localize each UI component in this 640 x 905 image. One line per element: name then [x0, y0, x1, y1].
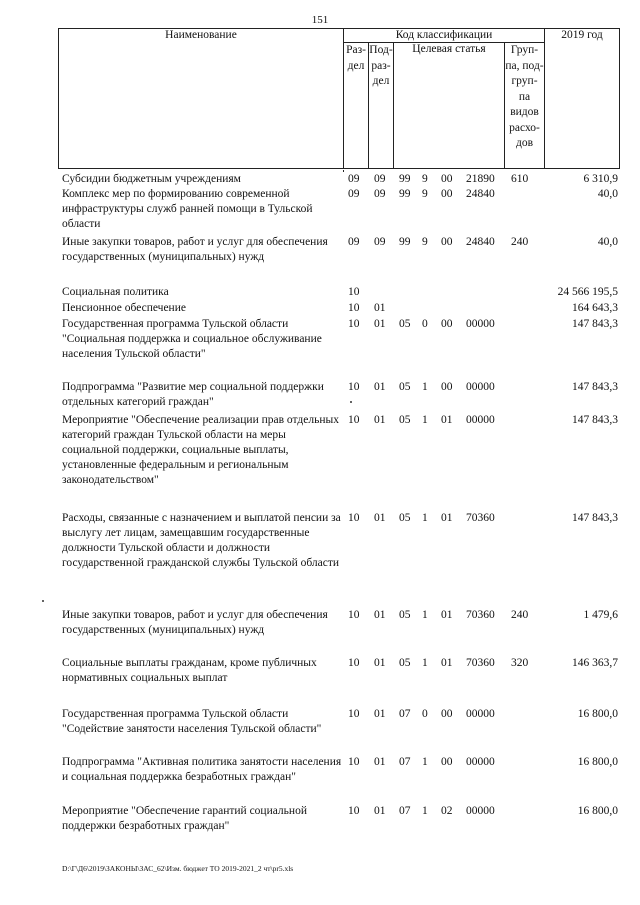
row-sum: 147 843,3: [572, 381, 618, 393]
row-subprogram: 9: [422, 173, 428, 185]
row-sum: 1 479,6: [583, 609, 618, 621]
row-direction: 00000: [466, 414, 495, 426]
row-direction: 00000: [466, 805, 495, 817]
row-program: 05: [399, 609, 411, 621]
row-sum: 40,0: [597, 188, 618, 200]
row-name: Пенсионное обеспечение: [62, 302, 186, 314]
header-celevaya-statya: Целевая статья: [394, 43, 505, 169]
row-sum: 146 363,7: [572, 657, 618, 669]
row-podrazdel: 01: [374, 657, 386, 669]
row-subprogram: 1: [422, 756, 428, 768]
row-subprogram: 1: [422, 381, 428, 393]
row-program: 05: [399, 512, 411, 524]
row-direction: 24840: [466, 236, 495, 248]
row-podrazdel: 01: [374, 609, 386, 621]
row-name: Иные закупки товаров, работ и услуг для обеспечения государственных (муниципальных) нужд: [62, 609, 328, 636]
row-program: 99: [399, 188, 411, 200]
row-group: 610: [511, 173, 529, 185]
row-podrazdel: 09: [374, 236, 386, 248]
row-measure: 00: [441, 188, 453, 200]
row-podrazdel: 01: [374, 414, 386, 426]
page-number: 151: [311, 14, 329, 26]
row-measure: 00: [441, 756, 453, 768]
row-sum: 16 800,0: [577, 805, 618, 817]
row-group: 240: [511, 609, 529, 621]
row-sum: 147 843,3: [572, 414, 618, 426]
row-group: 320: [511, 657, 529, 669]
row-podrazdel: 01: [374, 318, 386, 330]
row-sum: 6 310,9: [583, 173, 618, 185]
row-program: 07: [399, 708, 411, 720]
row-sum: 16 800,0: [577, 756, 618, 768]
row-direction: 00000: [466, 318, 495, 330]
row-direction: 24840: [466, 188, 495, 200]
row-sum: 147 843,3: [572, 512, 618, 524]
row-measure: 00: [441, 318, 453, 330]
row-subprogram: 0: [422, 708, 428, 720]
row-measure: 01: [441, 414, 453, 426]
row-subprogram: 1: [422, 414, 428, 426]
row-program: 05: [399, 318, 411, 330]
row-direction: 00000: [466, 756, 495, 768]
row-program: 05: [399, 657, 411, 669]
row-sum: 164 643,3: [572, 302, 618, 314]
row-program: 05: [399, 414, 411, 426]
row-sum: 40,0: [597, 236, 618, 248]
row-razdel: 10: [348, 286, 360, 298]
file-path-footer: D:\Г\Д6\2019\ЗАКОНЫ\ЗАС_62\Изм. бюджет ТО 2019-2021_2 чт\pr5.xls: [62, 864, 294, 873]
row-measure: 01: [441, 657, 453, 669]
row-subprogram: 9: [422, 236, 428, 248]
scan-speck: [350, 401, 352, 403]
row-razdel: 10: [348, 512, 360, 524]
row-subprogram: 1: [422, 512, 428, 524]
row-podrazdel: 01: [374, 805, 386, 817]
row-razdel: 09: [348, 188, 360, 200]
row-podrazdel: 09: [374, 173, 386, 185]
row-subprogram: 1: [422, 657, 428, 669]
row-sum: 24 566 195,5: [557, 286, 618, 298]
row-program: 99: [399, 236, 411, 248]
row-razdel: 10: [348, 756, 360, 768]
row-direction: 70360: [466, 512, 495, 524]
row-name: Подпрограмма "Активная политика занятости населения и социальная поддержка безработных граждан": [62, 756, 342, 783]
header-razdel: Раз- дел: [344, 43, 369, 169]
row-podrazdel: 01: [374, 381, 386, 393]
row-name: Мероприятие "Обеспечение реализации прав отдельных категорий граждан Тульской области на меры социальной поддержки, социальные выплаты, установленные федеральным и региональным законодательством": [62, 414, 339, 486]
row-measure: 02: [441, 805, 453, 817]
row-program: 07: [399, 756, 411, 768]
row-name: Социальная политика: [62, 286, 169, 298]
row-measure: 01: [441, 609, 453, 621]
row-razdel: 09: [348, 236, 360, 248]
row-podrazdel: 01: [374, 512, 386, 524]
row-program: 05: [399, 381, 411, 393]
row-razdel: 10: [348, 708, 360, 720]
row-direction: 70360: [466, 609, 495, 621]
row-name: Комплекс мер по формированию современной инфраструктуры служб ранней помощи в Тульской области: [62, 188, 313, 230]
row-razdel: 10: [348, 657, 360, 669]
row-razdel: 10: [348, 302, 360, 314]
row-name: Субсидии бюджетным учреждениям: [62, 173, 241, 185]
row-group: 240: [511, 236, 529, 248]
row-sum: 147 843,3: [572, 318, 618, 330]
row-podrazdel: 01: [374, 708, 386, 720]
row-direction: 00000: [466, 708, 495, 720]
scan-speck: [42, 600, 44, 602]
row-direction: 70360: [466, 657, 495, 669]
row-name: Социальные выплаты гражданам, кроме публичных нормативных социальных выплат: [62, 657, 317, 684]
row-measure: 00: [441, 381, 453, 393]
row-razdel: 09: [348, 173, 360, 185]
row-measure: 00: [441, 236, 453, 248]
row-program: 07: [399, 805, 411, 817]
row-podrazdel: 01: [374, 302, 386, 314]
row-program: 99: [399, 173, 411, 185]
header-name: Наименование: [59, 29, 344, 169]
row-name: Расходы, связанные с назначением и выплатой пенсии за выслугу лет лицам, замещавшим государственные должности Тульской области и должности государственной гражданской службы Тульской области: [62, 512, 341, 569]
row-name: Подпрограмма "Развитие мер социальной поддержки отдельных категорий граждан": [62, 381, 324, 408]
row-razdel: 10: [348, 609, 360, 621]
row-measure: 00: [441, 173, 453, 185]
row-subprogram: 9: [422, 188, 428, 200]
header-code-classification: Код классификации: [344, 29, 545, 43]
row-razdel: 10: [348, 318, 360, 330]
row-subprogram: 0: [422, 318, 428, 330]
row-razdel: 10: [348, 381, 360, 393]
row-name: Государственная программа Тульской области "Содействие занятости населения Тульской области": [62, 708, 322, 735]
header-year: 2019 год: [545, 29, 620, 169]
row-measure: 00: [441, 708, 453, 720]
row-razdel: 10: [348, 414, 360, 426]
header-podrazdel: Под- раз- дел: [369, 43, 394, 169]
row-razdel: 10: [348, 805, 360, 817]
row-subprogram: 1: [422, 609, 428, 621]
header-gruppa-vidov-rashodov: Груп- па, под- груп- па видов расхо- дов: [505, 43, 545, 169]
row-podrazdel: 09: [374, 188, 386, 200]
row-name: Государственная программа Тульской области "Социальная поддержка и социальное обслуживание населения Тульской области": [62, 318, 322, 360]
row-direction: 00000: [466, 381, 495, 393]
table-header: [58, 28, 620, 169]
row-direction: 21890: [466, 173, 495, 185]
row-name: Иные закупки товаров, работ и услуг для обеспечения государственных (муниципальных) нужд: [62, 236, 328, 263]
row-subprogram: 1: [422, 805, 428, 817]
row-name: Мероприятие "Обеспечение гарантий социальной поддержки безработных граждан": [62, 805, 307, 832]
row-podrazdel: 01: [374, 756, 386, 768]
row-measure: 01: [441, 512, 453, 524]
row-sum: 16 800,0: [577, 708, 618, 720]
